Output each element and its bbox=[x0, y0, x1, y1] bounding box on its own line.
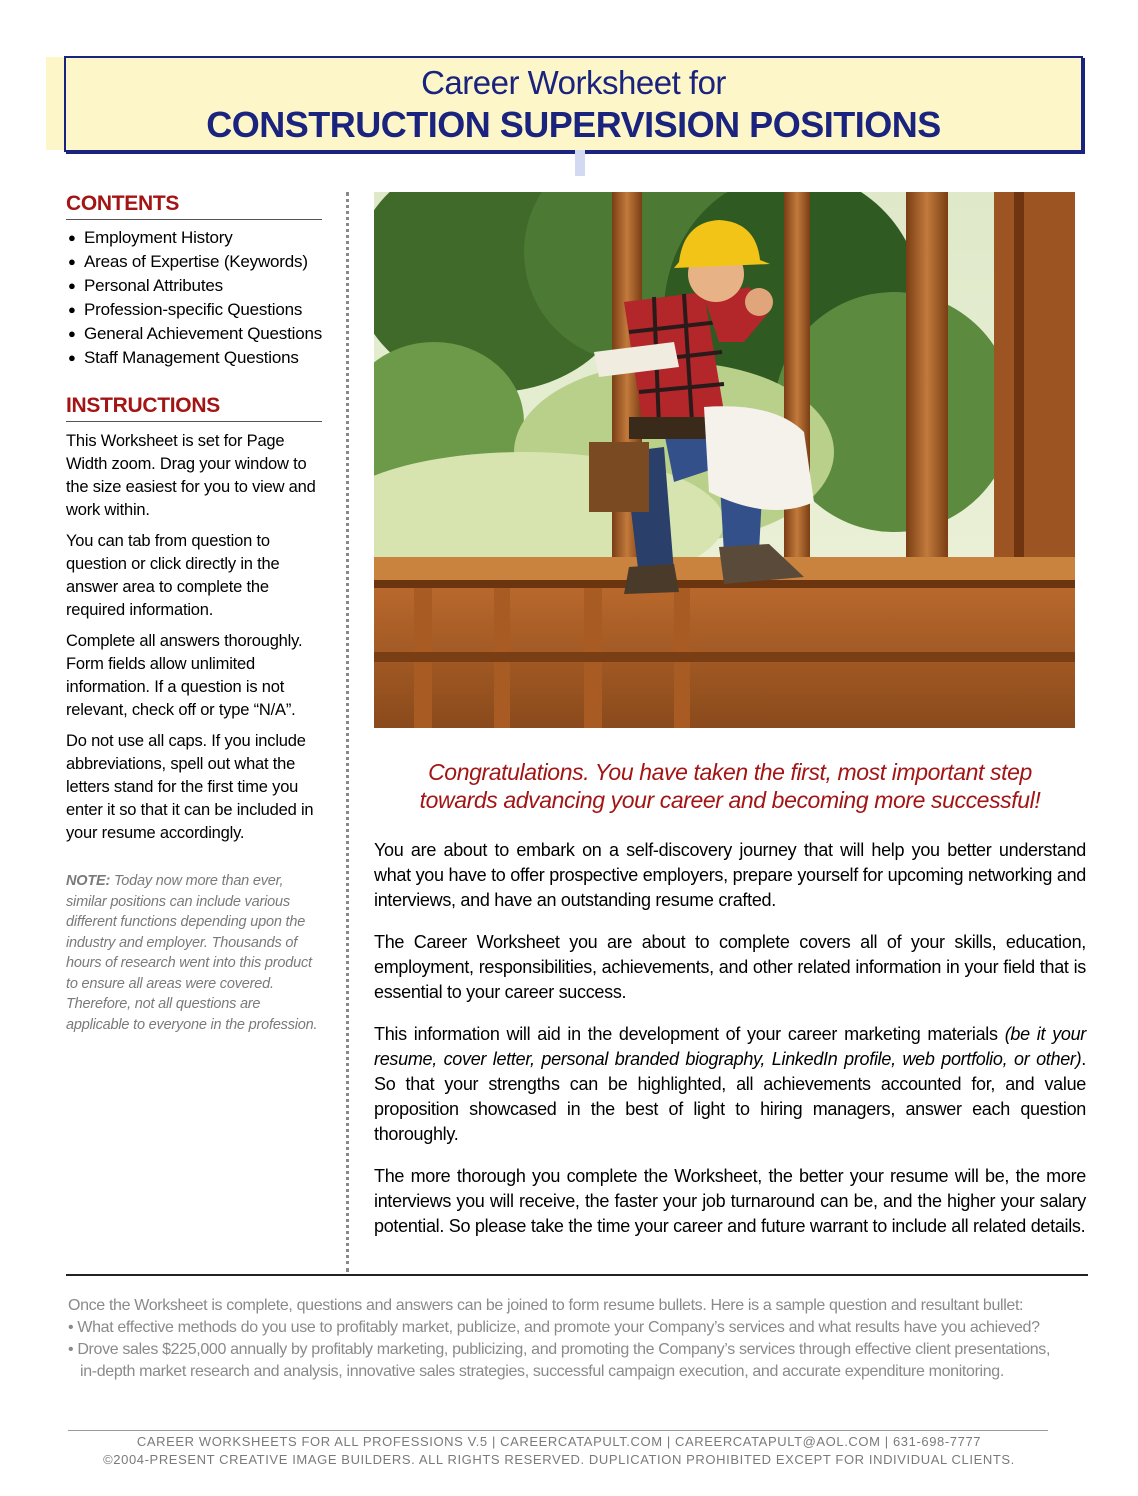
sidebar bbox=[66, 192, 322, 1035]
sample-bullet-line1: • Drove sales $225,000 annually by profitably marketing, publicizing, and promoting the Company’s services through effective client presentations, bbox=[68, 1341, 1051, 1358]
contents-heading: CONTENTS bbox=[66, 192, 322, 220]
instruction-paragraph: Complete all answers thoroughly. Form fields allow unlimited information. If a question is not relevant, check off or type “N/A”. bbox=[66, 632, 303, 719]
congrats-line2: towards advancing your career and becoming more successful! bbox=[419, 787, 1041, 813]
bullet-icon: ● bbox=[68, 350, 76, 365]
intro-paragraph-1: You are about to embark on a self-discovery journey that will help you better understand what you have to offer prospective employers, prepare yourself for upcoming networking and interviews, and have an outstanding resume crafted. bbox=[374, 840, 1086, 910]
note-text: Today now more than ever, similar positions can include various different functions depending upon the industry and employer. Thousands of hours of research went into this product to ensure all areas were covered. Therefore, not all questions are applicable to everyone in the profession. bbox=[66, 873, 318, 1033]
contents-item[interactable]: ● Staff Management Questions bbox=[66, 346, 322, 370]
intro-body bbox=[374, 838, 1086, 1256]
contents-item[interactable]: ● Areas of Expertise (Keywords) bbox=[66, 250, 322, 274]
contents-item[interactable]: ● Personal Attributes bbox=[66, 274, 322, 298]
bullet-icon: ● bbox=[68, 326, 76, 341]
bullet-icon: ● bbox=[68, 254, 76, 269]
congratulations-heading bbox=[374, 758, 1086, 814]
intro-paragraph-3: This information will aid in the development of your career marketing materials (be it your resume, cover letter, personal branded biography, LinkedIn profile, web portfolio, or other). So that your strengths can be highlighted, all achievements accounted for, and value proposition showcased in the best of light to hiring managers, answer each question thoroughly. bbox=[374, 1024, 1087, 1144]
instructions-heading: INSTRUCTIONS bbox=[66, 394, 322, 422]
contents-item[interactable]: ● Profession-specific Questions bbox=[66, 298, 322, 322]
sample-bullet-section bbox=[68, 1295, 1088, 1383]
bullet-icon: ● bbox=[68, 278, 76, 293]
footer-divider bbox=[68, 1430, 1048, 1431]
photo-illustration bbox=[374, 192, 1075, 728]
page-title-line1: Career Worksheet for bbox=[421, 64, 726, 101]
contents-list bbox=[66, 226, 322, 370]
title-banner bbox=[64, 56, 1083, 152]
column-divider bbox=[346, 192, 349, 1272]
note-block bbox=[66, 871, 322, 1035]
footer-copyright: ©2004-PRESENT CREATIVE IMAGE BUILDERS. ALL RIGHTS RESERVED. DUPLICATION PROHIBITED EXCEPT FOR INDIVIDUAL CLIENTS. bbox=[103, 1452, 1015, 1467]
construction-supervisor-photo bbox=[374, 192, 1075, 728]
sample-bullet-line2: in-depth market research and analysis, innovative sales strategies, successful campaign execution, and accurate expenditure monitoring. bbox=[80, 1363, 1004, 1380]
instructions-body bbox=[66, 430, 322, 845]
instruction-paragraph: Do not use all caps. If you include abbreviations, spell out what the letters stand for the first time you enter it so that it can be included in your resume accordingly. bbox=[66, 732, 314, 842]
bullet-icon: ● bbox=[68, 230, 76, 245]
section-divider bbox=[66, 1274, 1088, 1276]
instruction-paragraph: You can tab from question to question or click directly in the answer area to complete the required information. bbox=[66, 532, 280, 619]
sample-question: • What effective methods do you use to profitably market, publicize, and promote your Company’s services and what results have you achieved? bbox=[68, 1319, 1040, 1336]
congrats-line1: Congratulations. You have taken the first, most important step bbox=[428, 759, 1032, 785]
footer-contact: CAREER WORKSHEETS FOR ALL PROFESSIONS V.5 | CAREERCATAPULT.COM | CAREERCATAPULT@AOL.COM | 631-698-7777 bbox=[136, 1434, 982, 1449]
page-title-line2: CONSTRUCTION SUPERVISION POSITIONS bbox=[206, 104, 941, 145]
note-label: NOTE: bbox=[66, 873, 111, 889]
banner-tab bbox=[575, 150, 585, 176]
contents-item[interactable]: ● General Achievement Questions bbox=[66, 322, 322, 346]
intro-paragraph-4: The more thorough you complete the Worksheet, the better your resume will be, the more interviews you will receive, the faster your job turnaround can be, and the higher your salary potential. So please take the time your career and future warrant to include all related details. bbox=[374, 1166, 1086, 1236]
intro-paragraph-2: The Career Worksheet you are about to complete covers all of your skills, education, employment, responsibilities, achievements, and other related information in your field that is essential to your career success. bbox=[374, 932, 1086, 1002]
contents-item[interactable]: ● Employment History bbox=[66, 226, 322, 250]
bullet-icon: ● bbox=[68, 302, 76, 317]
sample-intro: Once the Worksheet is complete, questions and answers can be joined to form resume bullets. Here is a sample question and resultant bullet: bbox=[68, 1297, 1024, 1314]
instruction-paragraph: This Worksheet is set for Page Width zoom. Drag your window to the size easiest for you to view and work within. bbox=[66, 432, 316, 519]
